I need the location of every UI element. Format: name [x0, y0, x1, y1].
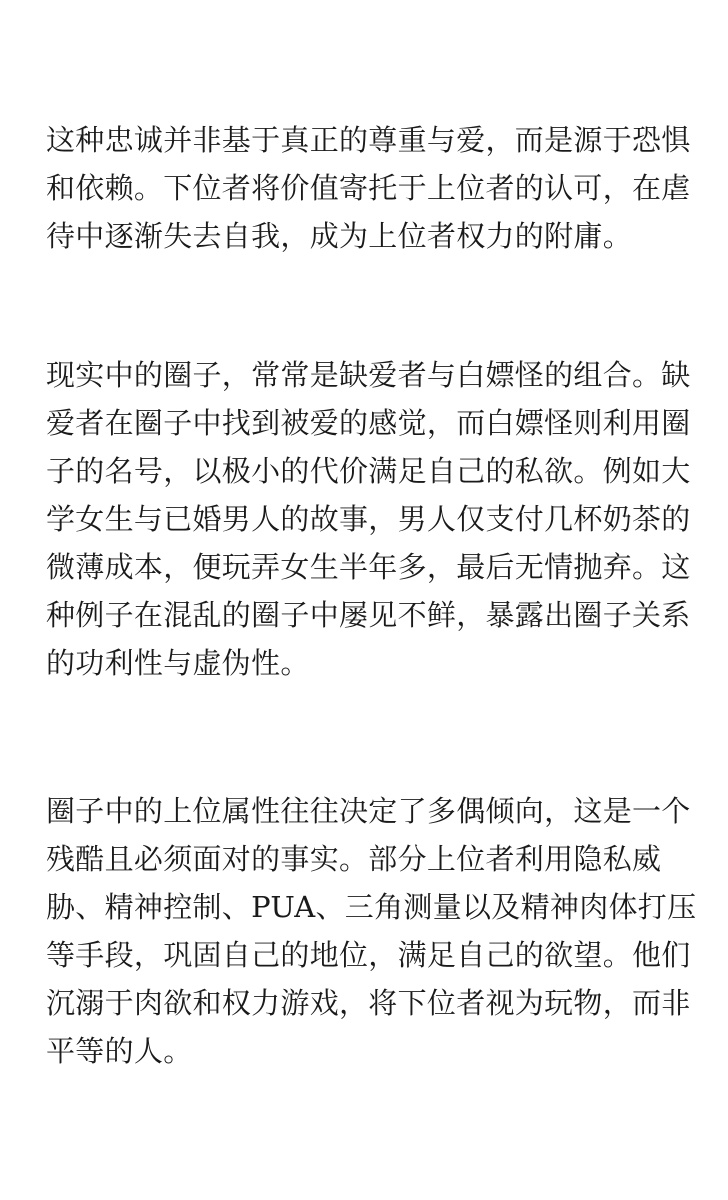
paragraph-line: 残酷且必须面对的事实。部分上位者利用隐私威	[46, 842, 662, 876]
paragraph-line: 圈子中的上位属性往往决定了多偶倾向，这是一个	[46, 794, 691, 828]
paragraph-line: 等手段，巩固自己的地位，满足自己的欲望。他们	[46, 938, 691, 972]
paragraph-line: 这种忠诚并非基于真正的尊重与爱，而是源于恐惧	[46, 123, 691, 157]
paragraph-line: 待中逐渐失去自我，成为上位者权力的附庸。	[46, 219, 633, 253]
paragraph-line: 胁、精神控制、PUA、三角测量以及精神肉体打压	[46, 890, 697, 924]
paragraph-line: 平等的人。	[46, 1034, 193, 1068]
paragraph-line: 和依赖。下位者将价值寄托于上位者的认可，在虐	[46, 171, 691, 205]
paragraph-1	[46, 116, 706, 260]
paragraph-line: 学女生与已婚男人的故事，男人仅支付几杯奶茶的	[46, 502, 691, 536]
paragraph-line: 现实中的圈子，常常是缺爱者与白嫖怪的组合。缺	[46, 358, 691, 392]
paragraph-line: 子的名号，以极小的代价满足自己的私欲。例如大	[46, 454, 691, 488]
paragraph-line: 爱者在圈子中找到被爱的感觉，而白嫖怪则利用圈	[46, 406, 691, 440]
paragraph-line: 微薄成本，便玩弄女生半年多，最后无情抛弃。这	[46, 550, 691, 584]
paragraph-line: 沉溺于肉欲和权力游戏，将下位者视为玩物，而非	[46, 986, 691, 1020]
paragraph-line: 种例子在混乱的圈子中屡见不鲜，暴露出圈子关系	[46, 598, 691, 632]
paragraph-2	[46, 351, 706, 687]
paragraph-line: 的功利性与虚伪性。	[46, 646, 310, 680]
paragraph-3	[46, 787, 706, 1075]
